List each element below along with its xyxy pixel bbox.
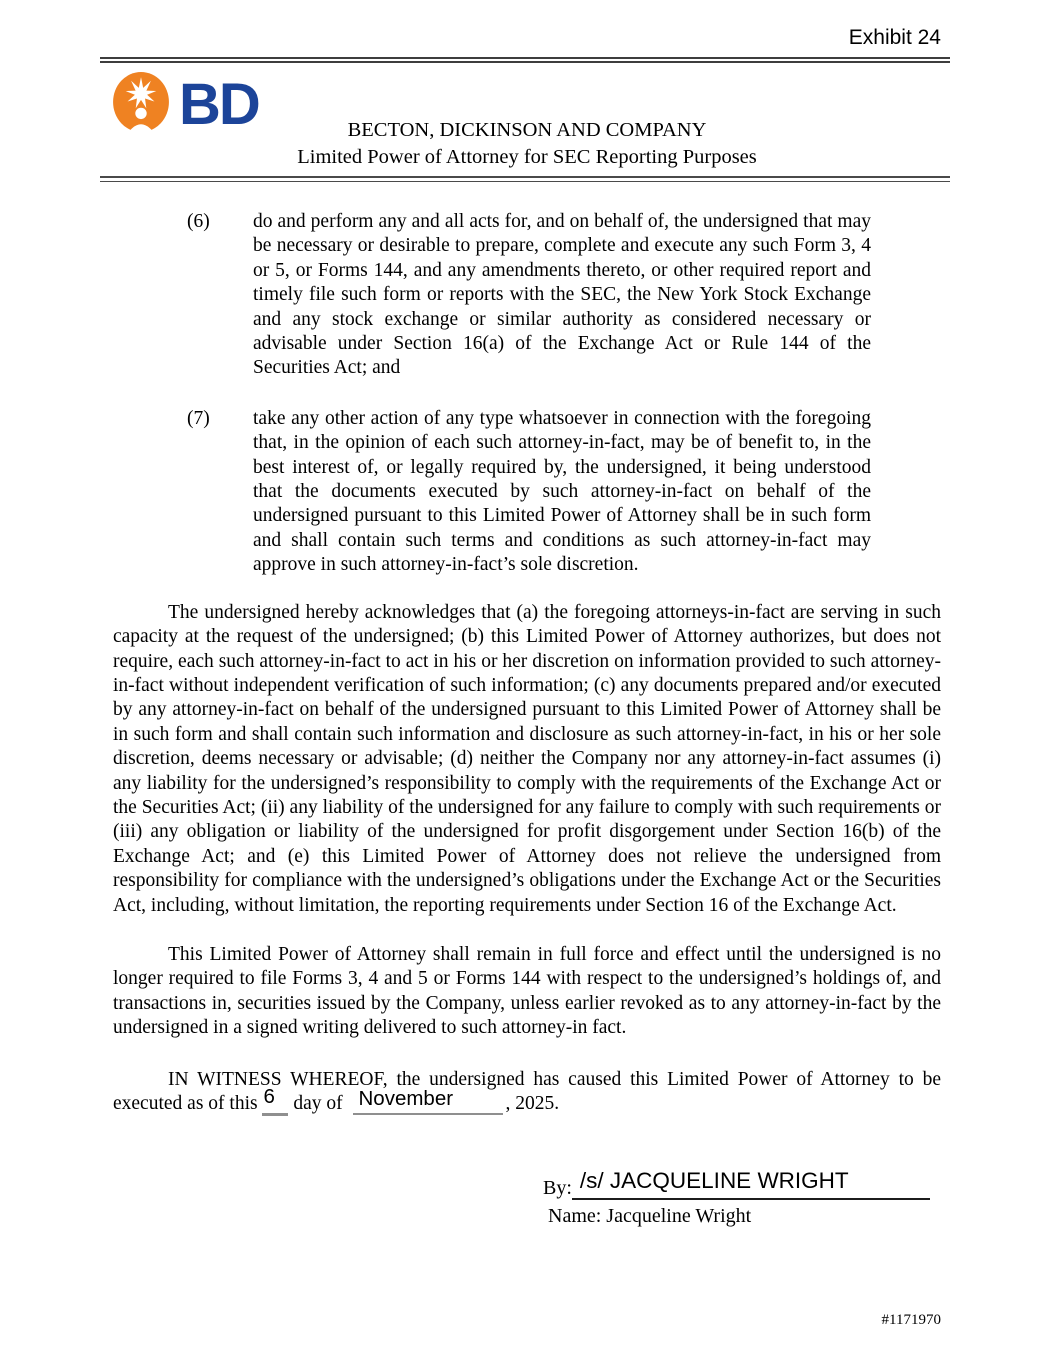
document-header xyxy=(113,63,941,171)
by-label: By: xyxy=(543,1177,572,1200)
document-reference-number: #1171970 xyxy=(881,1312,941,1328)
numbered-item-7 xyxy=(187,407,871,578)
day-value: 6 xyxy=(263,1085,275,1108)
numbered-item-6 xyxy=(187,210,871,381)
item-number: (7) xyxy=(187,407,210,429)
document-title: Limited Power of Attorney for SEC Reporting Purposes xyxy=(297,146,757,168)
witness-tail-text: , 2025. xyxy=(505,1093,560,1114)
bd-logo-text: BD xyxy=(179,71,259,137)
signature-line xyxy=(572,1168,930,1200)
signature-value: /s/ JACQUELINE WRIGHT xyxy=(579,1168,849,1194)
signer-name: Name: Jacqueline Wright xyxy=(548,1205,752,1228)
month-fill-blank xyxy=(353,1087,503,1115)
bd-logo xyxy=(113,72,259,137)
exhibit-label: Exhibit 24 xyxy=(848,26,941,49)
header-bottom-rule xyxy=(100,176,950,182)
item-text: do and perform any and all acts for, and on behalf of, the undersigned that may be necessary or desirable to prepare, complete and execute any such Form 3, 4 or 5, or Forms 144, and any amendments thereto, or other required report and timely file such form or reports with the SEC, the New York Stock Exchange and any stock exchange or similar authority as considered necessary or advisable under Section 16(a) of the Exchange Act or Rule 144 of the Securities Act; and xyxy=(253,211,871,379)
company-name: BECTON, DICKINSON AND COMPANY xyxy=(347,119,707,141)
acknowledgment-paragraph: The undersigned hereby acknowledges that (a) the foregoing attorneys-in-fact are serving in such capacity at the request of the undersigned; (b) this Limited Power of Attorney authorizes, but does not require, each such attorney-in-fact to act in his or her discretion on information provided to such attorney-in-fact without independent verification of such information; (c) any documents prepared and/or executed by any attorney-in-fact on behalf of the undersigned pursuant to this Limited Power of Attorney shall be in such form and shall contain such information and disclosure as such attorney-in-fact, in his or her sole discretion, deems necessary or advisable; (d) neither the Company nor any attorney-in-fact assumes (i) any liability for the undersigned’s responsibility to comply with the requirements of the Exchange Act or the Securities Act; (ii) any liability of the undersigned for any failure to comply with such requirements or (iii) any obligation or liability of the undersigned for profit disgorgement under Section 16(b) of the Exchange Act; and (e) this Limited Power of Attorney does not relieve the undersigned from responsibility for compliance with the undersigned’s obligations under the Exchange Act or the Securities Act, including, without limitation, the reporting requirements under Section 16 of the Exchange Act. xyxy=(113,601,941,916)
item-number: (6) xyxy=(187,211,210,232)
duration-paragraph: This Limited Power of Attorney shall remain in full force and effect until the undersigned is no longer required to file Forms 3, 4 and 5 or Forms 144 with respect to the undersigned’s holdings of, and transactions in, securities issued by the Company, unless earlier revoked as to any attorney-in-fact by the undersigned in a signed writing delivered to such attorney-in fact. xyxy=(113,943,941,1039)
witness-lead-in: IN WITNESS WHEREOF, the undersigned has caused this Limited Power of Attorney to be executed as of this xyxy=(113,1068,941,1114)
witness-paragraph xyxy=(113,1068,941,1117)
bd-sunburst-icon xyxy=(113,72,169,137)
month-value: November xyxy=(358,1087,454,1110)
day-fill-blank xyxy=(262,1085,288,1116)
signature-block xyxy=(543,1168,941,1228)
item-text: take any other action of any type whatsoever in connection with the foregoing that, in the opinion of each such attorney-in-fact, may be of benefit to, in the best interest of, or legally required by, the undersigned, it being understood that the documents executed by such attorney-in-fact on behalf of the undersigned pursuant to this Limited Power of Attorney shall be in such form and shall contain such terms and conditions as such attorney-in-fact may approve in such attorney-in-fact’s sole discretion. xyxy=(253,407,871,576)
witness-mid-text: day of xyxy=(293,1093,343,1114)
